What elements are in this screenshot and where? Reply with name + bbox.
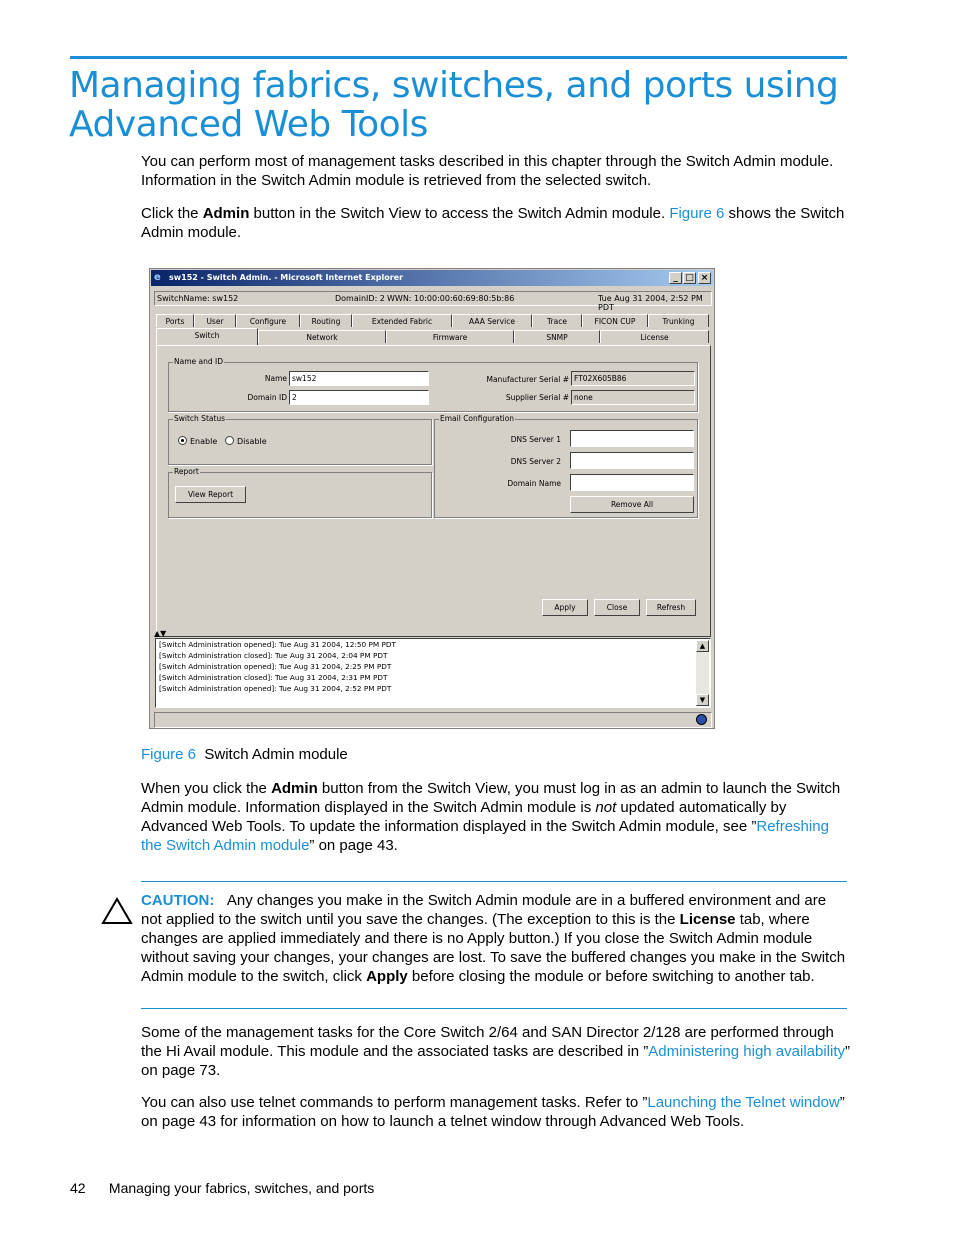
tab-firmware[interactable]: Firmware	[386, 330, 514, 343]
caution-bottom-rule	[141, 1008, 847, 1009]
tab-license[interactable]: License	[600, 330, 709, 343]
name-field[interactable]: sw152	[289, 371, 429, 386]
maximize-icon[interactable]: □	[683, 272, 696, 284]
email-configuration-group: Email Configuration DNS Server 1 DNS Server 2 Domain Name Remove All	[434, 419, 698, 518]
intro-paragraph-2: Click the Admin button in the Switch View to access the Switch Admin module. Figure 6 shows the Switch Admin module.	[141, 205, 845, 241]
scroll-up-icon[interactable]: ▲	[696, 640, 709, 652]
after-figure-paragraph: When you click the Admin button from the Switch View, you must log in as an admin to launch the Switch Admin module. Information displayed in the Switch Admin module is not updated automatically by Advanced Web Tools. To update the information displayed in the Switch Admin module, see ”Refreshing the Switch Admin module” on page 43.	[141, 780, 841, 854]
hi-avail-paragraph: Some of the management tasks for the Core Switch 2/64 and SAN Director 2/128 are performed through the Hi Avail module. This module and the associated tasks are described in ”Administering high availability” on page 73.	[141, 1024, 850, 1079]
administering-link[interactable]: Administering high availability	[648, 1043, 845, 1060]
enable-radio[interactable]	[178, 436, 187, 445]
tab-ficon-cup[interactable]: FICON CUP	[582, 314, 648, 327]
switch-tab-panel	[156, 345, 711, 637]
log-line: [Switch Administration opened]: Tue Aug 31 2004, 12:50 PM PDT	[159, 640, 396, 649]
refreshing-link[interactable]: Refreshing the Switch Admin module	[141, 818, 829, 854]
tab-aaa-service[interactable]: AAA Service	[452, 314, 532, 327]
caution-top-rule	[141, 881, 847, 882]
window-titlebar: e sw152 - Switch Admin. - Microsoft Internet Explorer _ □ ×	[151, 270, 713, 286]
log-scrollbar[interactable]	[696, 640, 709, 706]
dns-server-1-field[interactable]	[570, 430, 694, 447]
close-icon[interactable]: ×	[698, 272, 711, 284]
tab-extended-fabric[interactable]: Extended Fabric	[352, 314, 452, 327]
supplier-serial-field: none	[571, 390, 695, 405]
log-line: [Switch Administration opened]: Tue Aug 31 2004, 2:25 PM PDT	[159, 662, 392, 671]
remove-all-button[interactable]: Remove All	[570, 496, 694, 513]
tab-trunking[interactable]: Trunking	[648, 314, 709, 327]
report-group: Report View Report	[168, 472, 432, 518]
log-line: [Switch Administration opened]: Tue Aug 31 2004, 2:52 PM PDT	[159, 684, 392, 693]
tab-snmp[interactable]: SNMP	[514, 330, 600, 343]
tab-configure[interactable]: Configure	[236, 314, 300, 327]
close-button[interactable]: Close	[594, 599, 640, 616]
browser-status-bar	[154, 712, 712, 728]
scroll-down-icon[interactable]: ▼	[696, 694, 709, 706]
figure-caption: Figure 6 Switch Admin module	[141, 746, 348, 763]
internet-zone-icon	[696, 714, 707, 725]
tab-switch[interactable]: Switch	[156, 328, 258, 346]
switch-status-group: Switch Status Enable Disable	[168, 419, 432, 465]
intro-paragraph-1: You can perform most of management tasks described in this chapter through the Switch Admin module. Information in the Switch Admin module is retrieved from the selected switch.	[141, 153, 834, 189]
log-line: [Switch Administration closed]: Tue Aug 31 2004, 2:04 PM PDT	[159, 651, 388, 660]
caution-paragraph: CAUTION: Any changes you make in the Switch Admin module are in a buffered environment and are not applied to the switch until you save the changes. (The exception to this is the License tab, where changes are applied immediately and there is no Apply button.) If you close the Switch Admin module without saving your changes, your changes are lost. To save the buffered changes you make in the Switch Admin module to the switch, click Apply before closing the module or before switching to another tab.	[141, 892, 846, 985]
heading-rule	[70, 56, 847, 59]
log-line: [Switch Administration closed]: Tue Aug 31 2004, 2:31 PM PDT	[159, 673, 388, 682]
domain-name-field[interactable]	[570, 474, 694, 491]
disable-radio[interactable]	[225, 436, 234, 445]
minimize-icon[interactable]: _	[669, 272, 682, 284]
telnet-link[interactable]: Launching the Telnet window	[647, 1094, 840, 1111]
switch-admin-window	[149, 268, 715, 729]
collapse-arrows-icon[interactable]: ▲▼	[154, 629, 167, 638]
refresh-button[interactable]: Refresh	[646, 599, 696, 616]
tab-network[interactable]: Network	[258, 330, 386, 343]
figure-6-link[interactable]: Figure 6	[669, 205, 725, 222]
domain-id-field[interactable]: 2	[289, 390, 429, 405]
admin-log-area[interactable]	[155, 638, 711, 708]
tab-user[interactable]: User	[194, 314, 236, 327]
tab-trace[interactable]: Trace	[532, 314, 582, 327]
tab-routing[interactable]: Routing	[300, 314, 352, 327]
view-report-button[interactable]: View Report	[175, 486, 246, 503]
ie-icon: e	[154, 272, 161, 283]
tab-ports[interactable]: Ports	[156, 314, 194, 327]
name-and-id-group: Name and ID Name sw152 Domain ID 2 Manufacturer Serial # FT02X605B86 Supplier Serial # none	[168, 362, 698, 412]
page-title: Managing fabrics, switches, and ports using Advanced Web Tools	[69, 65, 839, 145]
switch-info-bar: SwitchName: sw152 DomainID: 2 WWN: 10:00:00:60:69:80:5b:86 Tue Aug 31 2004, 2:52 PM PDT	[154, 291, 712, 306]
dns-server-2-field[interactable]	[570, 452, 694, 469]
apply-button[interactable]: Apply	[542, 599, 588, 616]
caution-icon	[101, 897, 133, 925]
page-footer: 42 Managing your fabrics, switches, and ports	[70, 1180, 375, 1196]
telnet-paragraph: You can also use telnet commands to perform management tasks. Refer to ”Launching the Telnet window” on page 43 for information on how to launch a telnet window through Advanced Web Tools.	[141, 1094, 845, 1130]
manufacturer-serial-field: FT02X605B86	[571, 371, 695, 386]
